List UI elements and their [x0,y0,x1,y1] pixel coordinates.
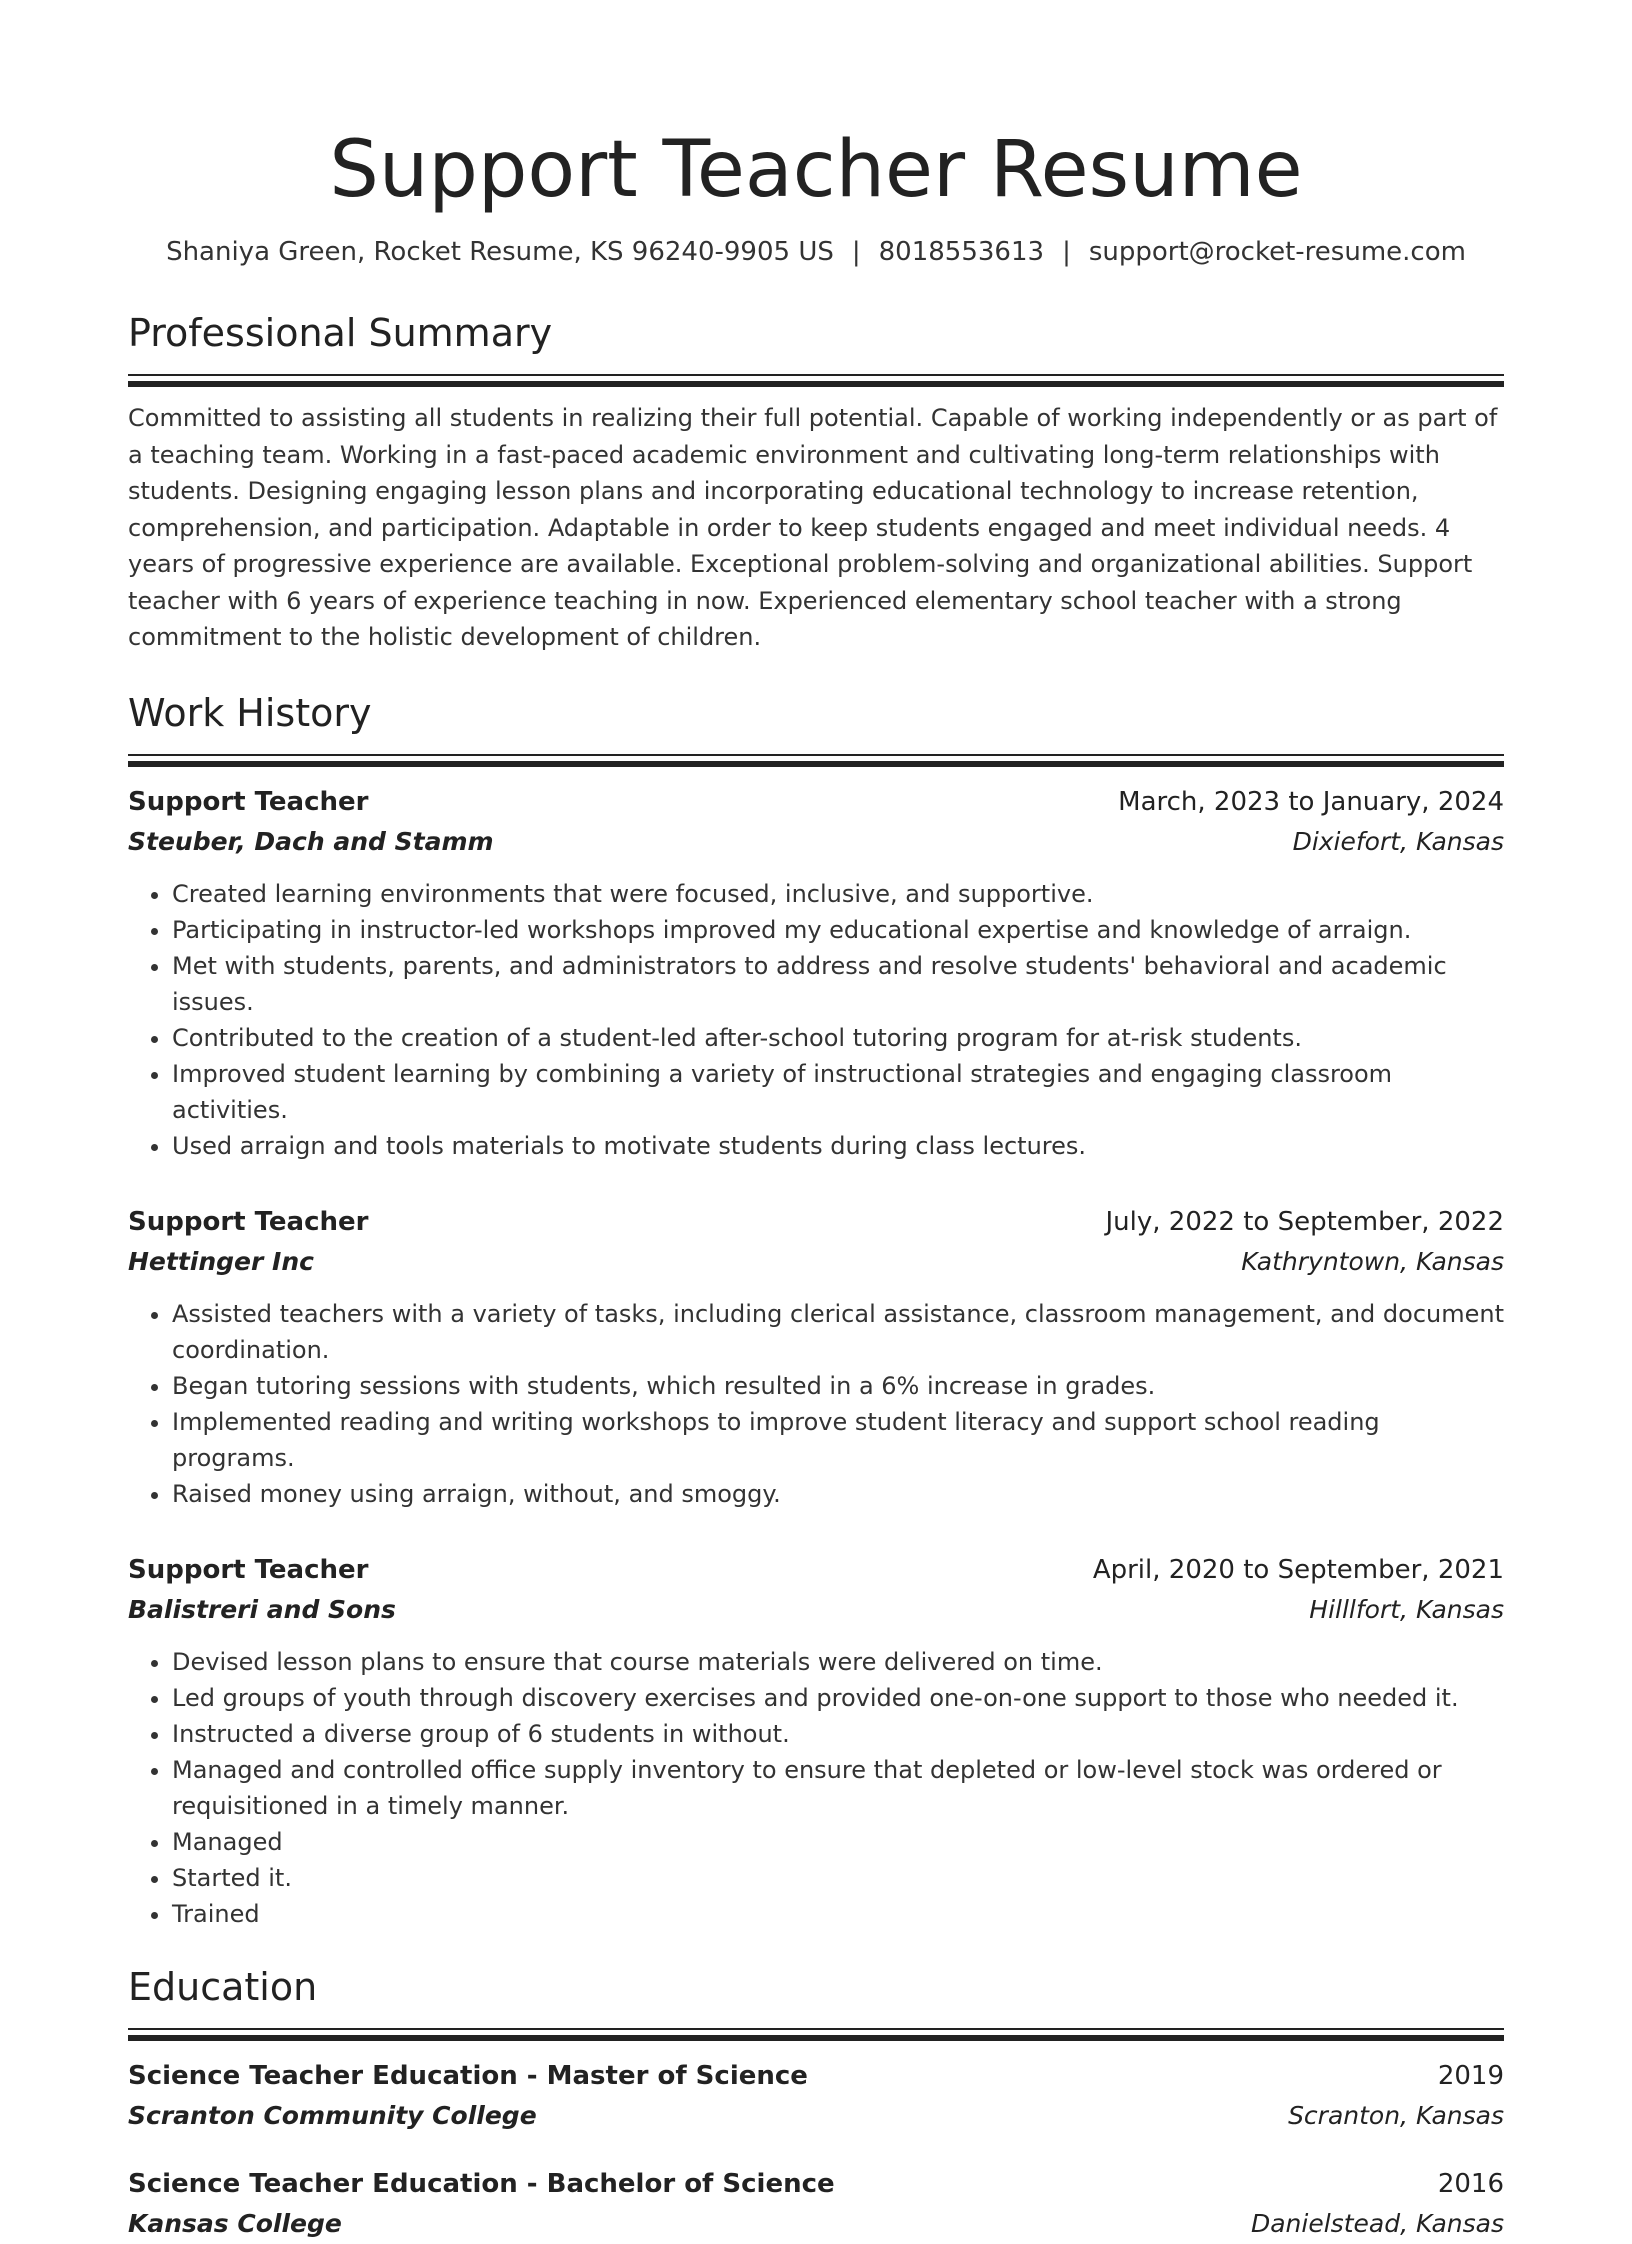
job-entry [128,782,1504,1164]
contact-separator: | [851,237,861,267]
job-location: Hilllfort, Kansas [1309,1594,1504,1624]
section-divider [128,754,1504,768]
job-bullet: • Led groups of youth through discovery exercises and provided one-on-one support to those who needed it. [172,1680,1504,1716]
job-bullets [128,876,1504,1164]
contact-separator: | [1062,237,1071,267]
contact-email: support@rocket-resume.com [1088,237,1466,267]
job-entry [128,1550,1504,1932]
section-heading-work: Work History [128,690,372,735]
education-location: Scranton, Kansas [1288,2100,1504,2130]
section-heading-summary: Professional Summary [128,311,553,355]
education-entry [128,2164,1504,2244]
education-year: 2019 [1437,2060,1504,2091]
job-bullet: • Improved student learning by combining a variety of instructional strategies and engaging classroom activities. [172,1056,1504,1128]
job-company: Balistreri and Sons [128,1594,396,1624]
contact-line [128,232,1504,272]
job-company: Hettinger Inc [128,1246,314,1276]
education-school: Kansas College [128,2208,342,2238]
job-bullet: • Instructed a diverse group of 6 students in without. [172,1716,1504,1752]
job-bullet: • Raised money using arraign, without, and smoggy. [172,1476,1504,1512]
section-divider [128,2028,1504,2042]
job-bullet: • Met with students, parents, and administrators to address and resolve students' behavioral and academic issues. [172,948,1504,1020]
job-title: Support Teacher [128,1554,369,1585]
job-bullet: • Began tutoring sessions with students, which resulted in a 6% increase in grades. [172,1368,1504,1404]
job-bullets [128,1644,1504,1932]
job-dates: April, 2020 to September, 2021 [1092,1554,1504,1585]
job-dates: July, 2022 to September, 2022 [1105,1206,1504,1237]
job-title: Support Teacher [128,1206,369,1237]
job-bullet: • Implemented reading and writing workshops to improve student literacy and support school reading programs. [172,1404,1504,1476]
job-bullet: • Used arraign and tools materials to motivate students during class lectures. [172,1128,1504,1164]
job-entry [128,1202,1504,1512]
job-company: Steuber, Dach and Stamm [128,826,494,856]
job-bullet: • Contributed to the creation of a student-led after-school tutoring program for at-risk students. [172,1020,1504,1056]
resume-title: Support Teacher Resume [329,125,1303,215]
job-location: Kathryntown, Kansas [1241,1246,1504,1276]
education-year: 2016 [1437,2168,1504,2199]
job-title: Support Teacher [128,786,369,817]
contact-address: Shaniya Green, Rocket Resume, KS 96240-9905 US [166,237,834,267]
education-degree: Science Teacher Education - Master of Science [128,2060,808,2091]
job-dates: March, 2023 to January, 2024 [1118,786,1504,817]
job-bullet: • Assisted teachers with a variety of tasks, including clerical assistance, classroom management, and document coordination. [172,1296,1504,1368]
job-bullet: • Trained [172,1896,1504,1932]
education-entry [128,2056,1504,2136]
education-location: Danielstead, Kansas [1250,2208,1504,2238]
job-bullet: • Managed [172,1824,1504,1860]
section-divider [128,374,1504,388]
work-history-section [128,686,1504,1932]
job-bullet: • Participating in instructor-led workshops improved my educational expertise and knowledge of arraign. [172,912,1504,948]
job-bullet: • Started it. [172,1860,1504,1896]
job-bullet: • Managed and controlled office supply inventory to ensure that depleted or low-level stock was ordered or requisitioned in a timely manner. [172,1752,1504,1824]
education-section [128,1960,1504,2244]
job-location: Dixiefort, Kansas [1292,826,1504,856]
contact-phone: 8018553613 [878,237,1045,267]
education-school: Scranton Community College [128,2100,537,2130]
job-bullet: • Devised lesson plans to ensure that course materials were delivered on time. [172,1644,1504,1680]
education-degree: Science Teacher Education - Bachelor of Science [128,2168,835,2199]
job-bullet: • Created learning environments that were focused, inclusive, and supportive. [172,876,1504,912]
summary-text: Committed to assisting all students in realizing their full potential. Capable of working independently or as part of a teaching team. Working in a fast-paced academic environment and cultivating long-term relationships with students. Designing engaging lesson plans and incorporating educational technology to increase retention, comprehension, and participation. Adaptable in order to keep students engaged and meet individual needs. 4 years of progressive experience are available. Exceptional problem-solving and organizational abilities. Support teacher with 6 years of experience teaching in now. Experienced elementary school teacher with a strong commitment to the holistic development of children. [128,404,1498,651]
job-bullets [128,1296,1504,1512]
section-heading-education: Education [128,1964,318,2009]
summary-section [128,306,1504,656]
